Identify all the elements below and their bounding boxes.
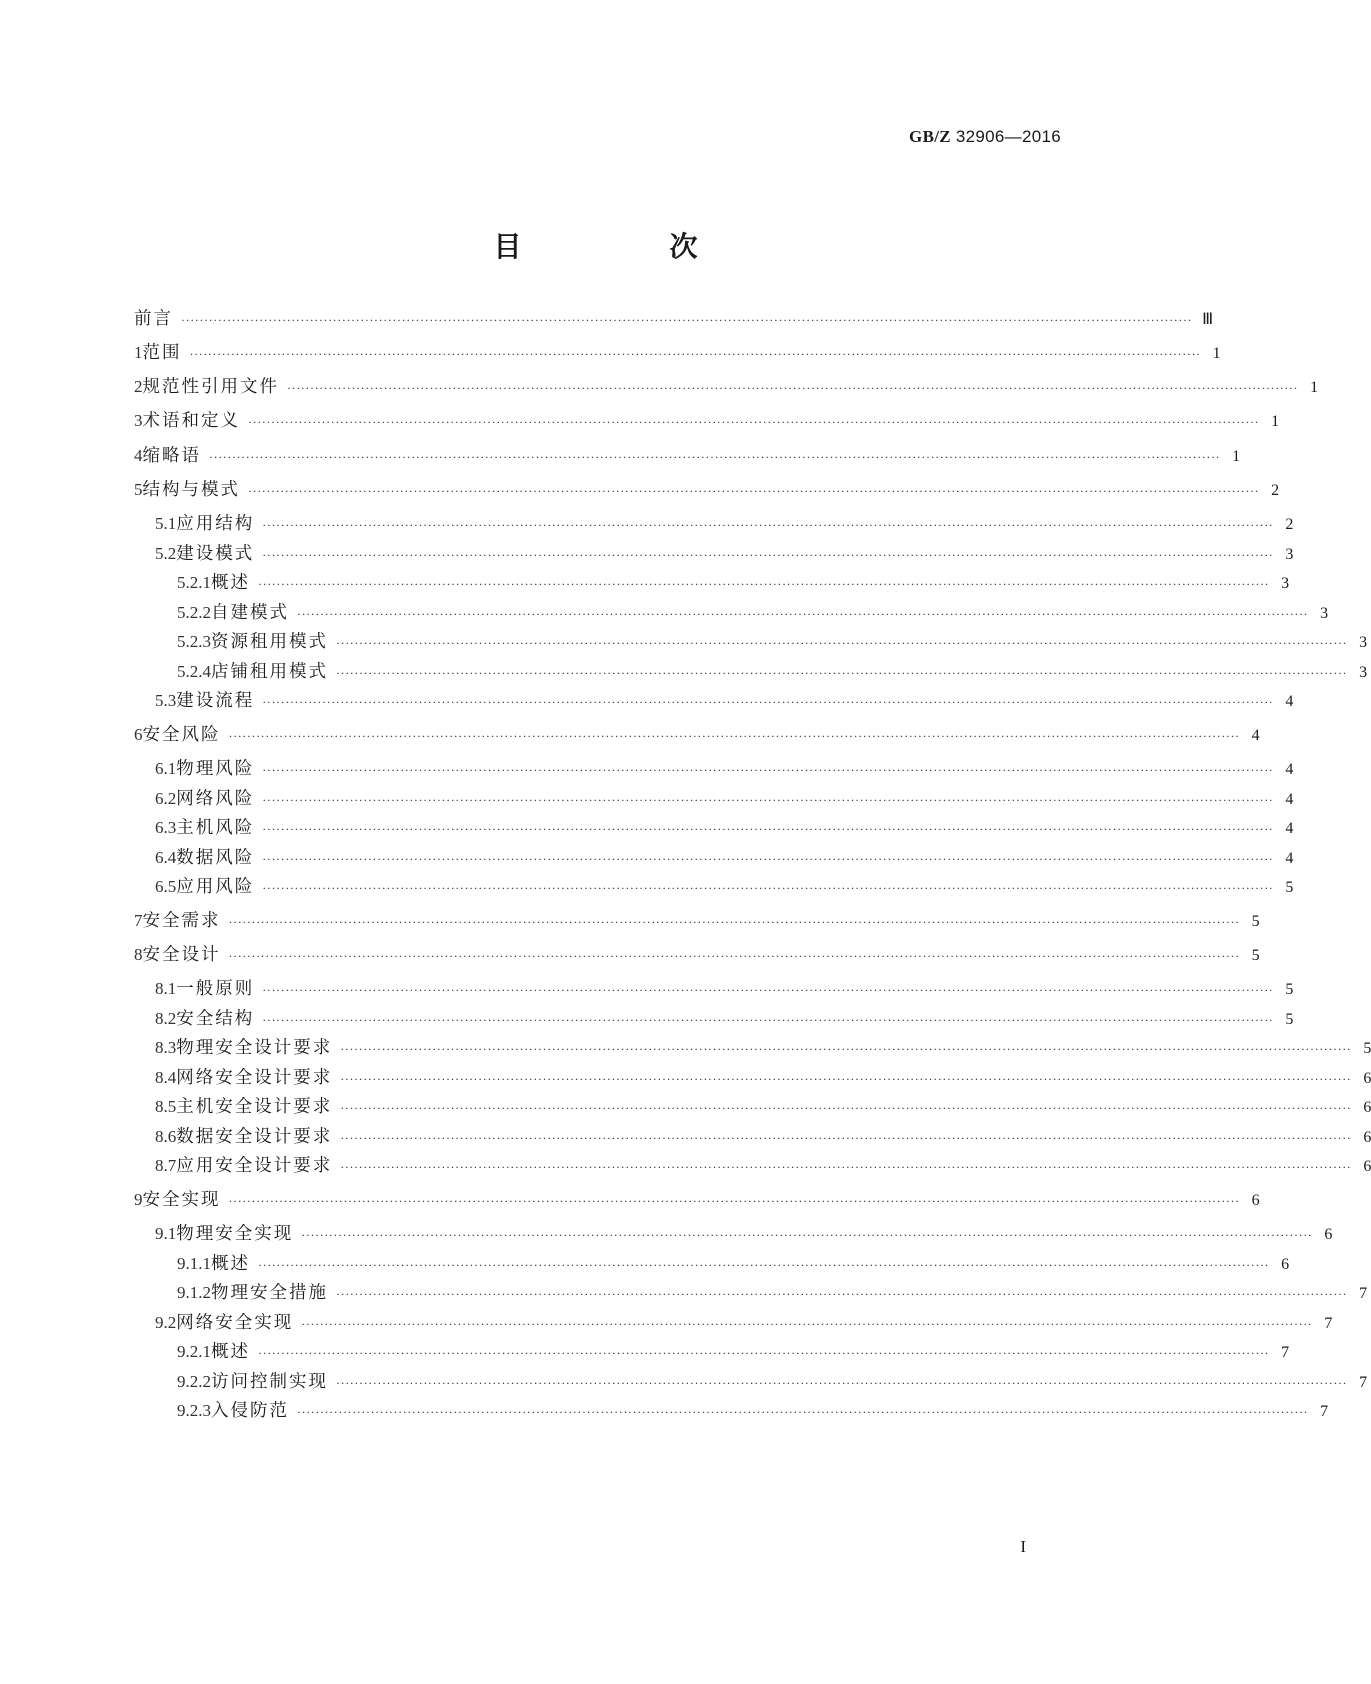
toc-entry-number: 6 [134,725,143,744]
toc-dot-leader: ···························································································································································································································· [262,983,1274,997]
toc-entry-label: 建设流程 [176,691,255,711]
toc-entry [134,375,1319,399]
toc-entry [155,1007,1294,1031]
toc-entry [155,1066,1371,1090]
toc-entry-label: 概述 [211,573,250,593]
toc-entry [177,571,1290,595]
toc-entry [155,846,1294,870]
toc-dot-leader: ···························································································································································································································· [336,1287,1348,1301]
toc-dot-leader: ···························································································································································································································· [301,1228,1313,1242]
toc-entry-number: 9.1.2 [177,1283,211,1302]
toc-entry-number: 5.2.3 [177,632,211,651]
toc-entry-number: 5.2.1 [177,573,211,592]
toc-entry [177,1399,1329,1423]
toc-dot-leader: ···························································································································································································································· [209,450,1221,464]
toc-entry-label: 应用安全设计要求 [176,1156,333,1176]
toc-entry-label: 网络安全设计要求 [176,1068,333,1088]
toc-entry-number: 1 [134,343,143,362]
toc-entry-label: 前言 [134,309,173,329]
toc-dot-leader: ···························································································································································································································· [297,607,1309,621]
toc-entry-label: 安全设计 [142,945,221,965]
toc-entry-label: 应用结构 [176,514,255,534]
toc-entry-page: 7 [1320,1403,1329,1420]
toc-entry-label: 应用风险 [176,877,255,897]
toc-entry [155,1154,1371,1178]
toc-dot-leader: ···························································································································································································································· [340,1042,1352,1056]
toc-entry [134,409,1280,433]
toc-entry-page: 1 [1212,345,1221,362]
toc-entry [177,1370,1368,1394]
toc-entry-page: 7 [1359,1285,1368,1302]
toc-entry-label: 数据风险 [176,848,255,868]
toc-dot-leader: ···························································································································································································································· [336,666,1348,680]
toc-entry-page: 7 [1359,1374,1368,1391]
toc-entry [134,1188,1260,1212]
toc-entry-number: 4 [134,446,143,465]
toc-entry-page: 3 [1359,634,1368,651]
toc-dot-leader: ···························································································································································································································· [262,852,1274,866]
toc-dot-leader: ···························································································································································································································· [228,729,1240,743]
toc-entry-number: 8 [134,945,143,964]
toc-dot-leader: ···························································································································································································································· [340,1131,1352,1145]
toc-entry-label: 物理风险 [176,759,255,779]
toc-dot-leader: ···························································································································································································································· [262,881,1274,895]
toc-entry-page: 4 [1285,820,1294,837]
toc-entry [134,943,1260,967]
toc-entry-page: 7 [1324,1315,1333,1332]
toc-entry [155,787,1294,811]
toc-entry [155,757,1294,781]
toc-entry-number: 9.2 [155,1313,177,1332]
toc-entry-page: 4 [1285,850,1294,867]
toc-entry-number: 8.6 [155,1127,177,1146]
toc-entry-page: 3 [1281,575,1290,592]
toc-entry-label: 主机风险 [176,818,255,838]
toc-entry-page: 6 [1363,1070,1371,1087]
toc-entry [177,1281,1368,1305]
toc-entry [177,1340,1290,1364]
toc-entry [177,630,1368,654]
toc-entry-number: 8.5 [155,1097,177,1116]
toc-entry-label: 概述 [211,1254,250,1274]
toc-entry-number: 2 [134,377,143,396]
toc-entry-number: 5.2 [155,544,177,563]
toc-entry-label: 店铺租用模式 [211,662,328,682]
toc-entry-label: 物理安全措施 [211,1283,328,1303]
toc-dot-leader: ···························································································································································································································· [181,313,1193,327]
toc-entry-page: 6 [1324,1226,1333,1243]
toc-entry-number: 6.4 [155,848,177,867]
toc-title: 目 次 [493,230,758,263]
toc-entry-page: 6 [1363,1129,1371,1146]
toc-dot-leader: ···························································································································································································································· [258,1346,1270,1360]
toc-entry-page: 5 [1285,879,1294,896]
toc-entry-number: 8.2 [155,1009,177,1028]
toc-entry-page: 6 [1281,1256,1290,1273]
toc-entry-label: 访问控制实现 [211,1372,328,1392]
toc-entry-number: 6.2 [155,789,177,808]
toc-entry-page: 1 [1232,448,1241,465]
toc-entry-page: 6 [1363,1158,1371,1175]
toc-entry-page: 4 [1285,791,1294,808]
page-number: I [1020,1537,1026,1556]
toc-entry-label: 概述 [211,1342,250,1362]
toc-entry-label: 缩略语 [142,446,201,466]
toc-entry-page: 3 [1285,546,1294,563]
toc-entry-page: 3 [1359,664,1368,681]
toc-dot-leader: ···························································································································································································································· [189,347,1201,361]
toc-entry-label: 建设模式 [176,544,255,564]
toc-entry-page: 4 [1251,727,1260,744]
toc-entry [155,875,1294,899]
toc-entry-label: 规范性引用文件 [142,377,279,397]
toc-entry-label: 自建模式 [211,603,289,623]
toc-entry [134,478,1280,502]
toc-entry-number: 5.2.2 [177,603,211,622]
toc-entry-label: 一般原则 [176,979,255,999]
toc-dot-leader: ···························································································································································································································· [340,1072,1352,1086]
toc-entry-number: 6.3 [155,818,177,837]
toc-entry-number: 5.2.4 [177,662,211,681]
toc-entry-page: 6 [1363,1099,1371,1116]
toc-entry [155,1095,1371,1119]
toc-entry-label: 网络风险 [176,789,255,809]
toc-entry-number: 8.3 [155,1038,177,1057]
toc-dot-leader: ···························································································································································································································· [248,484,1260,498]
toc-dot-leader: ···························································································································································································································· [248,415,1260,429]
toc-entry [134,341,1221,365]
standard-number: 32906—2016 [955,127,1061,146]
toc-entry-label: 资源租用模式 [211,632,328,652]
toc-dot-leader: ···························································································································································································································· [336,1376,1348,1390]
toc-entry [155,1311,1333,1335]
toc-entry-page: 5 [1285,981,1294,998]
toc-entry-number: 6.1 [155,759,177,778]
toc-entry-label: 安全风险 [142,725,221,745]
toc-entry [134,307,1214,331]
toc-entry-label: 安全实现 [142,1190,221,1210]
toc-entry [155,1125,1371,1149]
toc-entry-number: 8.1 [155,979,177,998]
toc-entry-page: 5 [1251,947,1260,964]
toc-entry-label: 数据安全设计要求 [176,1127,333,1147]
toc-dot-leader: ···························································································································································································································· [258,577,1270,591]
toc-entry-number: 5 [134,480,143,499]
toc-entry-number: 9.2.2 [177,1372,211,1391]
toc-dot-leader: ···························································································································································································································· [340,1101,1352,1115]
toc-entry [155,1036,1371,1060]
toc-entry-page: 4 [1285,761,1294,778]
toc-entry-page: 1 [1271,413,1280,430]
toc-entry-number: 5.3 [155,691,177,710]
toc-entry-number: 9.2.1 [177,1342,211,1361]
standard-prefix: GB/Z [909,127,951,146]
toc-entry-number: 8.4 [155,1068,177,1087]
toc-entry [134,909,1260,933]
toc-entry [155,977,1294,1001]
toc-entry-label: 入侵防范 [211,1401,289,1421]
toc-entry-page: 2 [1271,482,1280,499]
toc-entry-label: 安全结构 [176,1009,255,1029]
toc-entry [177,1252,1290,1276]
toc-entry-number: 8.7 [155,1156,177,1175]
toc-entry-page: 5 [1285,1011,1294,1028]
toc-dot-leader: ···························································································································································································································· [336,636,1348,650]
toc-entry-page: 6 [1251,1192,1260,1209]
toc-dot-leader: ···························································································································································································································· [297,1405,1309,1419]
toc-dot-leader: ···························································································································································································································· [301,1317,1313,1331]
toc-dot-leader: ···························································································································································································································· [262,1013,1274,1027]
toc-entry-page: 7 [1281,1344,1290,1361]
toc-entry [177,660,1368,684]
toc-entry-label: 物理安全实现 [176,1224,294,1244]
toc-dot-leader: ···························································································································································································································· [258,1258,1270,1272]
toc-entry-page: 4 [1285,693,1294,710]
toc-dot-leader: ···························································································································································································································· [287,381,1299,395]
toc-entry-number: 5.1 [155,514,177,533]
toc-dot-leader: ···························································································································································································································· [262,548,1274,562]
toc-entry-page: 3 [1320,605,1329,622]
toc-entry [155,512,1294,536]
toc-entry [134,723,1260,747]
toc-entry [155,1222,1333,1246]
toc-entry-label: 安全需求 [142,911,221,931]
toc-dot-leader: ···························································································································································································································· [228,915,1240,929]
toc-entry-page: Ⅲ [1202,311,1214,328]
toc-entry-number: 9.2.3 [177,1401,211,1420]
toc-entry-label: 术语和定义 [142,411,240,431]
toc-dot-leader: ···························································································································································································································· [262,822,1274,836]
toc-dot-leader: ···························································································································································································································· [262,695,1274,709]
toc-entry-label: 物理安全设计要求 [176,1038,333,1058]
toc-entry [155,816,1294,840]
toc-entry-number: 9 [134,1190,143,1209]
toc-entry-label: 结构与模式 [142,480,240,500]
toc-dot-leader: ···························································································································································································································· [262,793,1274,807]
toc-dot-leader: ···························································································································································································································· [262,763,1274,777]
toc-entry-page: 5 [1363,1040,1371,1057]
toc-entry-page: 2 [1285,516,1294,533]
toc-dot-leader: ···························································································································································································································· [228,949,1240,963]
toc-entry-label: 范围 [142,343,182,363]
toc-entry [155,689,1294,713]
toc-entry-number: 6.5 [155,877,177,896]
toc-entry-label: 主机安全设计要求 [176,1097,333,1117]
toc-entry [177,601,1329,625]
toc-entry [155,542,1294,566]
toc-dot-leader: ···························································································································································································································· [340,1160,1352,1174]
toc-entry-number: 9.1 [155,1224,177,1243]
toc-dot-leader: ···························································································································································································································· [228,1194,1240,1208]
toc-entry-number: 9.1.1 [177,1254,211,1273]
toc-entry-label: 网络安全实现 [176,1313,294,1333]
toc-entry-number: 3 [134,411,143,430]
toc-entry-page: 1 [1310,379,1319,396]
toc-entry-page: 5 [1251,913,1260,930]
toc-dot-leader: ···························································································································································································································· [262,518,1274,532]
toc-entry-number: 7 [134,911,143,930]
toc-entry [134,444,1241,468]
